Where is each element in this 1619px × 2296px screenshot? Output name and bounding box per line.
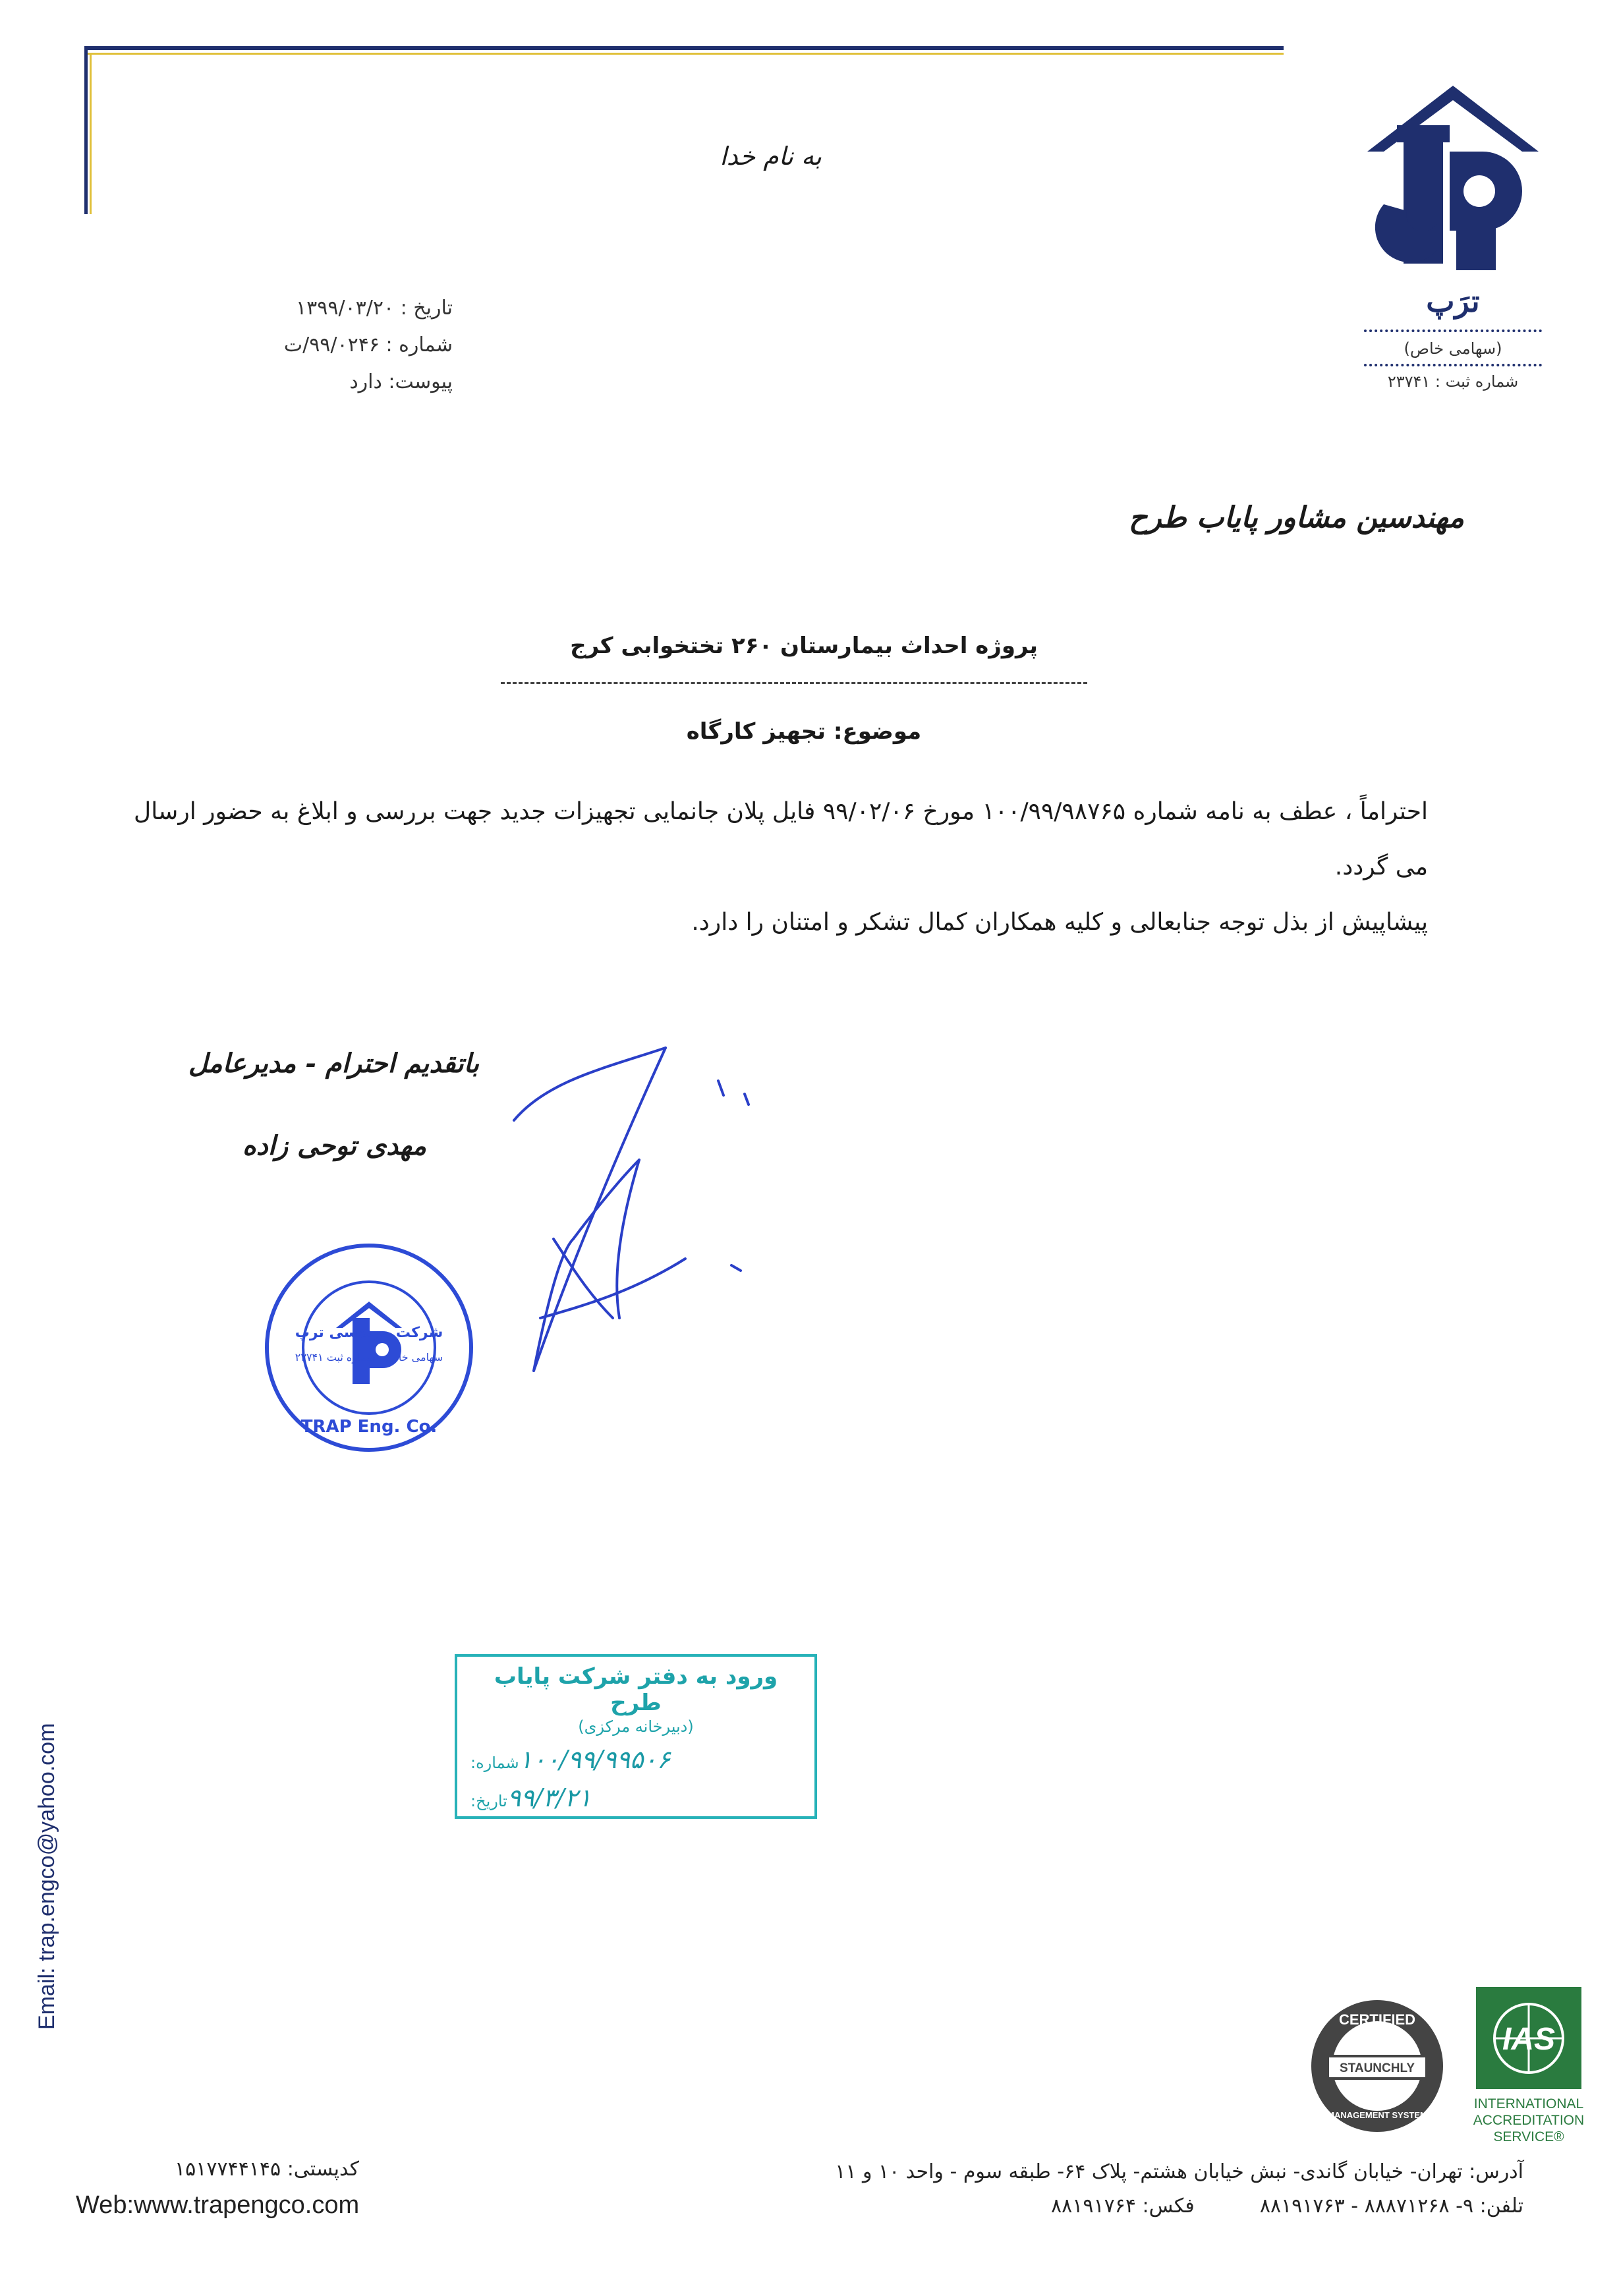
body-paragraph: پیشاپیش از بذل توجه جنابعالی و کلیه همکاران کمال تشکر و امتنان را دارد. bbox=[691, 909, 1428, 936]
logo-divider bbox=[1364, 330, 1542, 332]
company-logo-icon bbox=[1357, 79, 1548, 277]
stamp-date-label: تاریخ: bbox=[470, 1792, 507, 1810]
footer-address-line: آدرس: تهران- خیابان گاندی- نبش خیابان هشتم- پلاک ۶۴- طبقه سوم - واحد ۱۰ و ۱۱ bbox=[835, 2160, 1523, 2183]
stamp-number-label: شماره: bbox=[470, 1754, 519, 1772]
stamp-number-row bbox=[470, 1745, 801, 1774]
footer-fax: فکس: ۸۸۱۹۱۷۶۴ bbox=[1051, 2195, 1195, 2218]
dashed-divider bbox=[501, 682, 1087, 684]
stamp-title: ورود به دفتر شرکت پایاب طرح bbox=[494, 1663, 778, 1716]
letter-number: شماره : ۹۹/۰۲۴۶/ت bbox=[283, 333, 453, 357]
ias-line: INTERNATIONAL bbox=[1473, 2096, 1584, 2111]
project-title: پروژه احداث بیمارستان ۲۶۰ تختخوابی کرج bbox=[570, 633, 1038, 659]
company-name: ترَپ bbox=[1426, 283, 1480, 319]
certified-badge-icon bbox=[1308, 1997, 1446, 2135]
certified-bottom-text: MANAGEMENT SYSTEM bbox=[1327, 2110, 1427, 2120]
left-border-accent bbox=[90, 53, 92, 214]
footer-website[interactable]: Web:www.trapengco.com bbox=[76, 2191, 360, 2219]
ias-line: ACCREDITATION bbox=[1473, 2113, 1585, 2128]
stamp-number-value: ۱۰۰/۹۹/۹۹۵۰۶ bbox=[519, 1745, 671, 1774]
top-border-line bbox=[84, 46, 1284, 50]
body-paragraph: احتراماً ، عطف به نامه شماره ۱۰۰/۹۹/۹۸۷۶۵ مورخ ۹۹/۰۲/۰۶ فایل پلان جانمایی تجهیزات جدید جهت بررسی و ابلاغ به حضور ارسال می گردد. bbox=[134, 798, 1428, 880]
logo-divider bbox=[1364, 364, 1542, 366]
letter-body bbox=[110, 784, 1428, 950]
subject-line: موضوع: تجهیز کارگاه bbox=[686, 718, 922, 745]
footer-postal-code: کدپستی: ۱۵۱۷۷۴۴۱۴۵ bbox=[175, 2158, 359, 2181]
company-type: (سهامی خاص) bbox=[1404, 339, 1502, 358]
ias-logo-text: IAS bbox=[1502, 2022, 1556, 2057]
closing-line: باتقدیم احترام - مدیرعامل bbox=[188, 1048, 479, 1079]
certified-top-text: CERTIFIED bbox=[1338, 2011, 1416, 2028]
handwritten-signature bbox=[488, 1041, 857, 1410]
letter-date: تاریخ : ۱۳۹۹/۰۳/۲۰ bbox=[296, 297, 453, 320]
signer-name: مهدی توحی زاده bbox=[242, 1130, 426, 1161]
top-border-accent bbox=[84, 53, 1284, 55]
ias-logo-icon bbox=[1476, 1987, 1581, 2089]
footer-contact-line bbox=[835, 2189, 1523, 2224]
seal-english-text: TRAP Eng. Co. bbox=[300, 1417, 438, 1437]
company-registration: شماره ثبت : ۲۳۷۴۱ bbox=[1387, 372, 1519, 391]
certified-middle-text: STAUNCHLY bbox=[1339, 2061, 1415, 2075]
addressee: مهندسین مشاور پایاب طرح bbox=[1129, 501, 1464, 534]
ias-caption bbox=[1469, 2096, 1588, 2145]
stamp-date-row bbox=[470, 1783, 801, 1812]
left-border-line bbox=[84, 46, 88, 214]
footer-address bbox=[835, 2155, 1523, 2224]
stamp-subtitle: (دبیرخانه مرکزی) bbox=[578, 1717, 694, 1736]
side-email: Email: trap.engco@yahoo.com bbox=[34, 1723, 59, 2030]
stamp-date-value: ۹۹/۳/۲۱ bbox=[507, 1783, 592, 1812]
seal-arc-text: شرکت مهندسی ترپ bbox=[295, 1325, 443, 1341]
received-stamp bbox=[455, 1654, 817, 1819]
letter-meta bbox=[176, 290, 453, 401]
bismillah-heading: به نام خدا bbox=[720, 142, 822, 171]
letter-attachment: پیوست: دارد bbox=[349, 370, 453, 393]
seal-inner-text: سهامی خاص - شماره ثبت ۲۳۷۴۱ bbox=[295, 1351, 443, 1363]
footer-phone: تلفن: ۹- ۸۸۸۷۱۲۶۸ - ۸۸۱۹۱۷۶۳ bbox=[1259, 2195, 1523, 2218]
ias-line: SERVICE® bbox=[1493, 2129, 1564, 2144]
footer-left bbox=[76, 2152, 359, 2223]
